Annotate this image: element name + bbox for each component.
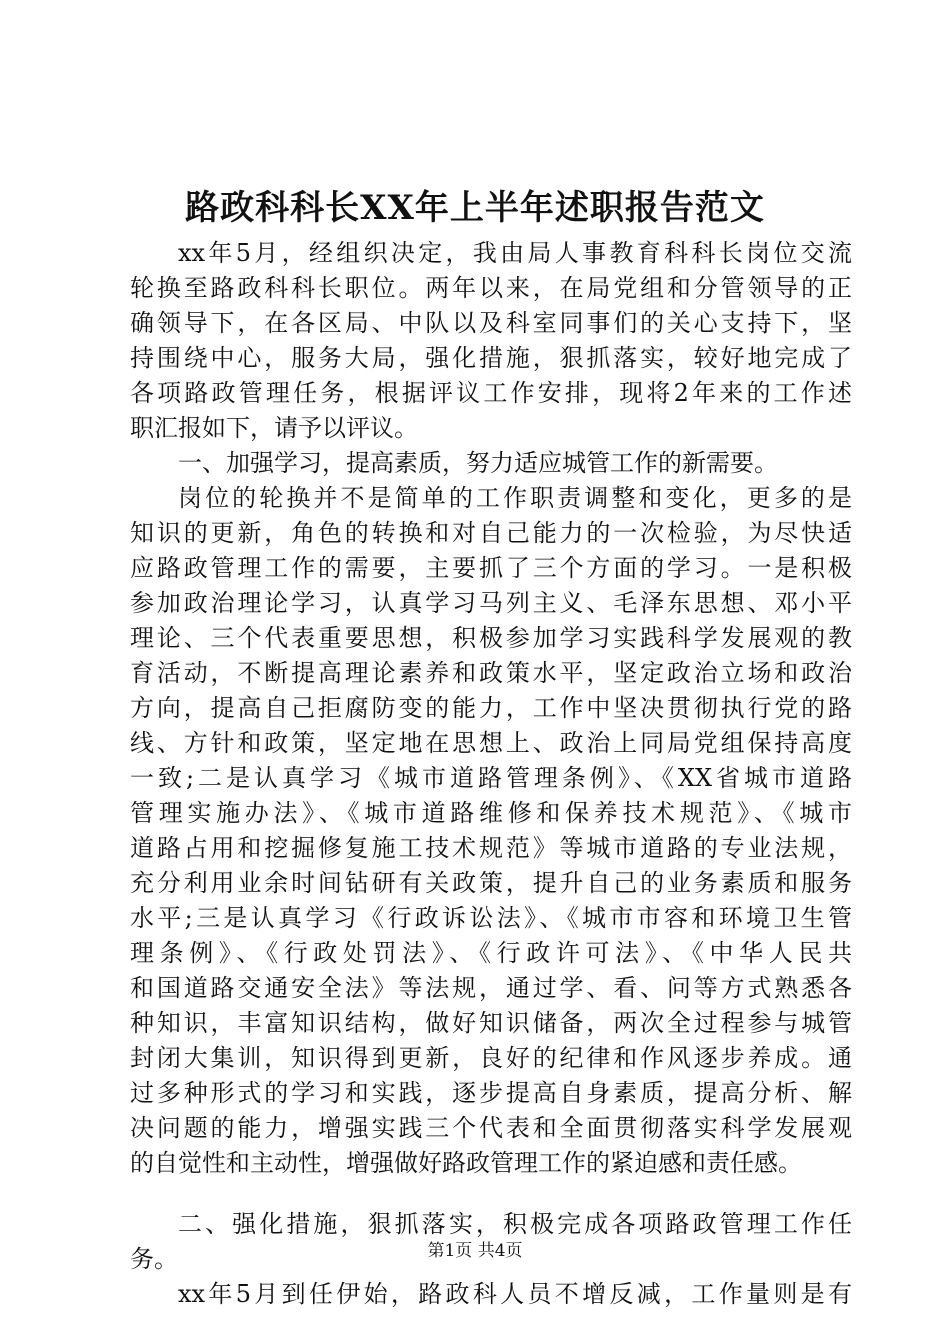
text-line: 各项路政管理任务，根据评议工作安排，现将2年来的工作述: [130, 379, 852, 407]
text-line: xx年5月，经组织决定，我由局人事教育科科长岗位交流: [178, 239, 852, 267]
text-line: 轮换至路政科科长职位。两年以来，在局党组和分管领导的正: [130, 274, 852, 302]
text-line: 应路政管理工作的需要，主要抓了三个方面的学习。一是积极: [130, 554, 852, 582]
page-footer: 第1页 共4页: [427, 1241, 523, 1261]
text-line: 充分利用业余时间钻研有关政策，提升自己的业务素质和服务: [130, 869, 852, 897]
text-line: 线、方针和政策，坚定地在思想上、政治上同局党组保持高度: [130, 729, 852, 757]
text-line: 管理实施办法》、《城市道路维修和保养技术规范》、《城市: [130, 799, 852, 827]
text-line: 职汇报如下，请予以评议。: [130, 414, 418, 442]
text-line: 育活动，不断提高理论素养和政策水平，坚定政治立场和政治: [130, 659, 852, 687]
section-heading: 一、加强学习，提高素质，努力适应城管工作的新需要。: [178, 449, 778, 477]
text-line: 种知识，丰富知识结构，做好知识储备，两次全过程参与城管: [130, 1009, 852, 1037]
text-line: 岗位的轮换并不是简单的工作职责调整和变化，更多的是: [178, 484, 852, 512]
text-line: 的自觉性和主动性，增强做好路政管理工作的紧迫感和责任感。: [130, 1149, 802, 1177]
section-heading: 二、强化措施，狠抓落实，积极完成各项路政管理工作任: [178, 1210, 852, 1238]
text-line: 过多种形式的学习和实践，逐步提高自身素质，提高分析、解: [130, 1079, 852, 1107]
text-line: 和国道路交通安全法》等法规，通过学、看、问等方式熟悉各: [130, 974, 852, 1002]
text-line: xx年5月到任伊始，路政科人员不增反减，工作量则是有: [178, 1280, 852, 1308]
text-line: 持围绕中心，服务大局，强化措施，狠抓落实，较好地完成了: [130, 344, 852, 372]
text-line: 知识的更新，角色的转换和对自己能力的一次检验，为尽快适: [130, 519, 852, 547]
text-line: 封闭大集训，知识得到更新，良好的纪律和作风逐步养成。通: [130, 1044, 852, 1072]
text-line: 道路占用和挖掘修复施工技术规范》等城市道路的专业法规，: [130, 834, 852, 862]
text-line: 决问题的能力，增强实践三个代表和全面贯彻落实科学发展观: [130, 1114, 852, 1142]
section-heading: 务。: [130, 1245, 178, 1273]
text-line: 方向，提高自己拒腐防变的能力，工作中坚决贯彻执行党的路: [130, 694, 852, 722]
text-line: 参加政治理论学习，认真学习马列主义、毛泽东思想、邓小平: [130, 589, 852, 617]
text-line: 一致;二是认真学习《城市道路管理条例》、《XX省城市道路: [130, 764, 852, 792]
text-line: 确领导下，在各区局、中队以及科室同事们的关心支持下，坚: [130, 309, 852, 337]
text-line: 理论、三个代表重要思想，积极参加学习实践科学发展观的教: [130, 624, 852, 652]
text-line: 水平;三是认真学习《行政诉讼法》、《城市市容和环境卫生管: [130, 904, 852, 932]
document-title: 路政科科长XX年上半年述职报告范文: [185, 188, 765, 228]
text-line: 理条例》、《行政处罚法》、《行政许可法》、《中华人民共: [130, 939, 852, 967]
document-body: [130, 236, 852, 1312]
paragraph-gap: [130, 1181, 852, 1207]
